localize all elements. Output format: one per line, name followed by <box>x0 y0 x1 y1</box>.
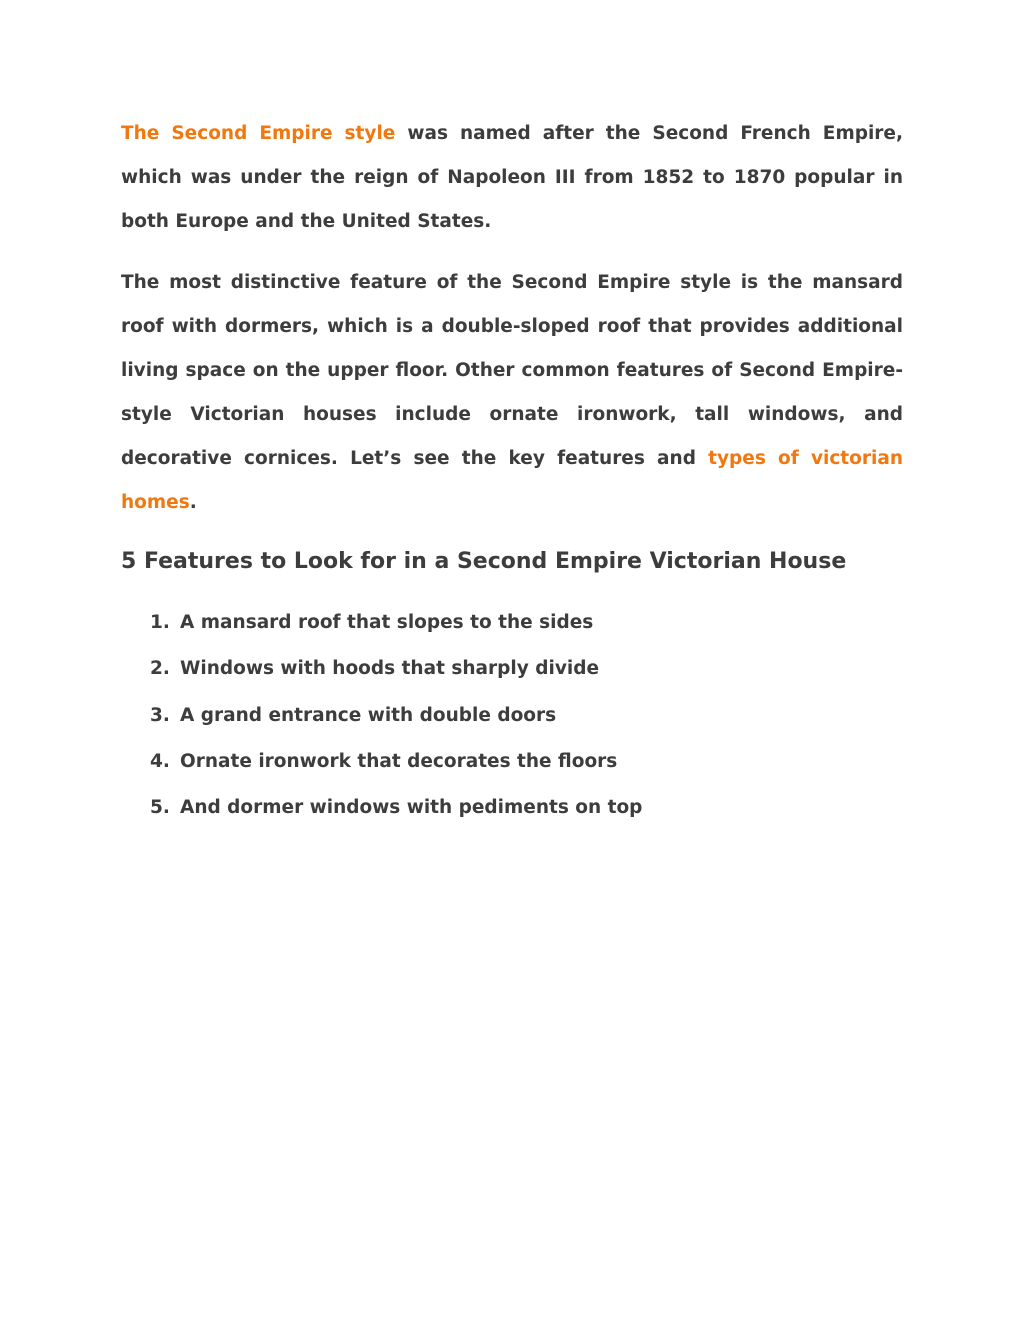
feature-paragraph-end: . <box>189 492 197 513</box>
list-item <box>121 739 903 785</box>
list-item-text: Ornate ironwork that decorates the floors <box>180 750 618 772</box>
second-empire-style-link[interactable]: The Second Empire style <box>121 123 396 144</box>
list-item-text: A grand entrance with double doors <box>180 704 557 726</box>
feature-list <box>121 600 903 831</box>
list-item-number: 1. <box>150 612 170 633</box>
list-item-number: 2. <box>150 658 170 680</box>
list-item <box>121 785 903 831</box>
list-item-number: 5. <box>150 797 170 819</box>
feature-paragraph <box>121 261 903 525</box>
list-item-text: And dormer windows with pediments on top <box>180 797 643 819</box>
list-item-text: A mansard roof that slopes to the sides <box>180 612 594 633</box>
list-item-text: Windows with hoods that sharply divide <box>180 658 600 680</box>
feature-paragraph-text: The most distinctive feature of the Second Empire style is the mansard roof with dormers, which is a double-sloped roof that provides additional living space on the upper floor. Other common features of Second Empire-style Victorian houses include ornate ironwork, tall windows, and decorative cornices. Let’s see the key features and <box>121 272 903 469</box>
document-page <box>121 112 903 831</box>
list-item <box>121 693 903 739</box>
intro-paragraph <box>121 112 903 244</box>
list-item <box>121 646 903 692</box>
list-item <box>121 600 903 646</box>
list-item-number: 3. <box>150 704 170 726</box>
list-item-number: 4. <box>150 750 170 772</box>
intro-text: was named after the Second French Empire, which was under the reign of Napoleon III from 1852 to 1870 popular in both Europe and the United States. <box>121 123 904 232</box>
types-of-victorian-homes-link[interactable]: types of victorian homes <box>121 448 903 513</box>
section-heading: 5 Features to Look for in a Second Empire Victorian House <box>121 549 847 574</box>
